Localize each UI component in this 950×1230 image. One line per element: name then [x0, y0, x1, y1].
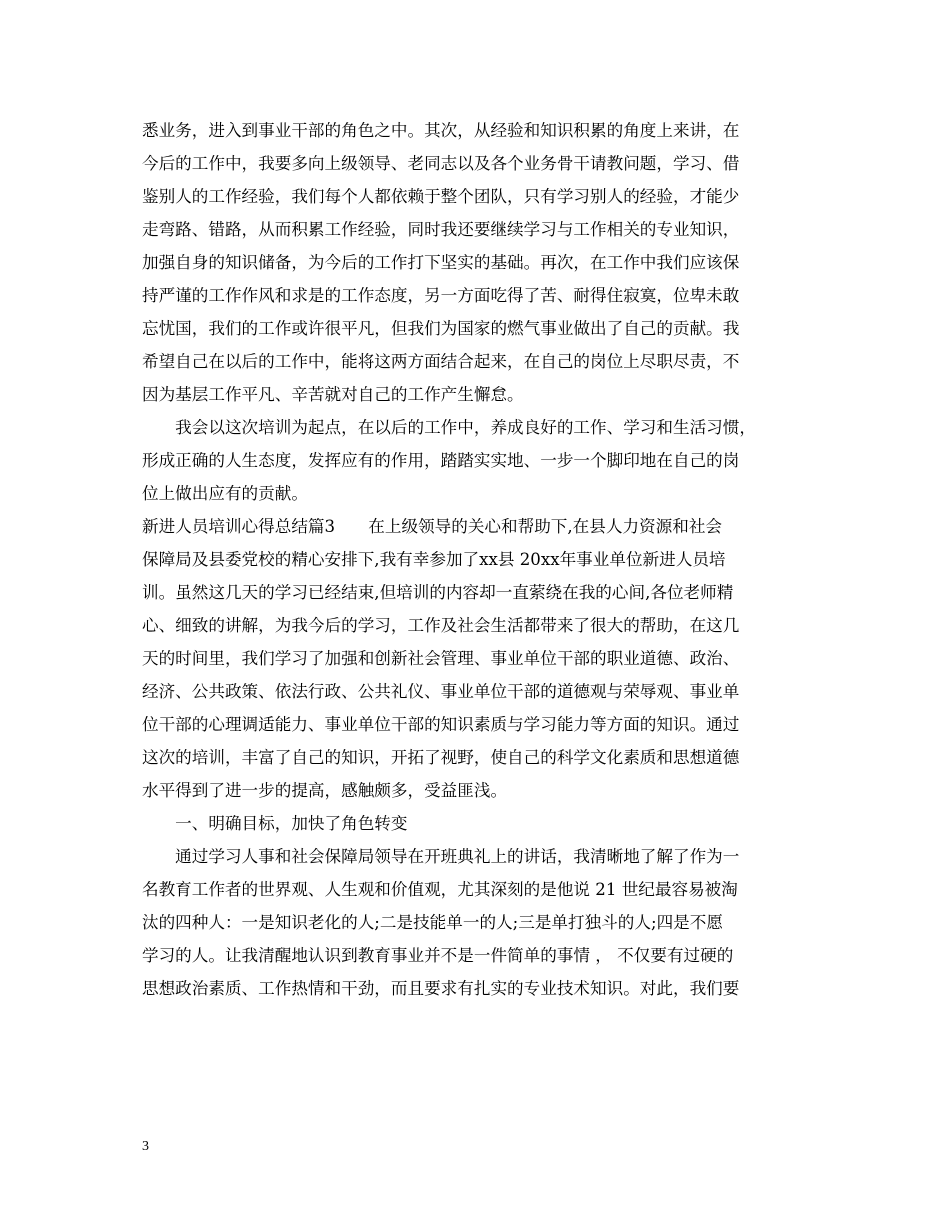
- text-line: 悉业务，进入到事业干部的角色之中。其次，从经验和知识积累的角度上来讲，在: [142, 121, 740, 140]
- text-line: 今后的工作中，我要多向上级领导、老同志以及各个业务骨干请教问题，学习、借: [142, 154, 740, 173]
- text-line: 走弯路、错路，从而积累工作经验，同时我还要继续学习与工作相关的专业知识，: [142, 220, 740, 239]
- text-line: 鉴别人的工作经验，我们每个人都依赖于整个团队，只有学习别人的经验，才能少: [142, 187, 740, 206]
- text-line: 位干部的心理调适能力、事业单位干部的知识素质与学习能力等方面的知识。通过: [142, 715, 740, 734]
- text-line: 希望自己在以后的工作中，能将这两方面结合起来，在自己的岗位上尽职尽责，不: [142, 352, 740, 371]
- text-line: 训。虽然这几天的学习已经结束,但培训的内容却一直萦绕在我的心间,各位老师精: [142, 583, 734, 602]
- text-line: 形成正确的人生态度，发挥应有的作用，踏踏实实地、一步一个脚印地在自己的岗: [142, 451, 740, 470]
- paragraph-start-line: 我会以这次培训为起点，在以后的工作中，养成良好的工作、学习和生活习惯，: [142, 418, 756, 437]
- text-line: 忘忧国，我们的工作或许很平凡，但我们为国家的燃气事业做出了自己的贡献。我: [142, 319, 740, 338]
- text-line: 持严谨的工作作风和求是的工作态度，另一方面吃得了苦、耐得住寂寞，位卑未敢: [142, 286, 740, 305]
- text-line: 思想政治素质、工作热情和干劲，而且要求有扎实的专业技术知识。对此，我们要: [142, 979, 740, 998]
- text-line: 名教育工作者的世界观、人生观和价值观，尤其深刻的是他说 21 世纪最容易被淘: [142, 880, 738, 899]
- text-line: 加强自身的知识储备，为今后的工作打下坚实的基础。再次，在工作中我们应该保: [142, 253, 740, 272]
- text-line: 天的时间里，我们学习了加强和创新社会管理、事业单位干部的职业道德、政治、: [142, 649, 740, 668]
- subheading-line: 一、明确目标，加快了角色转变: [142, 814, 408, 833]
- document-body: [142, 114, 822, 1005]
- text-line: 保障局及县委党校的精心安排下,我有幸参加了xx县 20xx年事业单位新进人员培: [142, 550, 726, 569]
- paragraph-start-line: 通过学习人事和社会保障局领导在开班典礼上的讲话，我清晰地了解了作为一: [142, 847, 740, 866]
- text-line: 这次的培训，丰富了自己的知识，开拓了视野，使自己的科学文化素质和思想道德: [142, 748, 740, 767]
- text-line: 心、细致的讲解，为我今后的学习，工作及社会生活都带来了很大的帮助，在这几: [142, 616, 740, 635]
- text-line: 水平得到了进一步的提高，感触颇多，受益匪浅。: [142, 781, 508, 800]
- text-line: 汰的四种人：一是知识老化的人;二是技能单一的人;三是单打独斗的人;四是不愿: [142, 913, 723, 932]
- text-line: 位上做出应有的贡献。: [142, 484, 308, 503]
- text-line: 学习的人。让我清醒地认识到教育事业并不是一件简单的事情 ， 不仅要有过硬的: [142, 946, 734, 965]
- page-number: 3: [142, 1139, 149, 1154]
- section-title-line: 新进人员培训心得总结篇3 在上级领导的关心和帮助下,在县人力资源和社会: [142, 517, 723, 536]
- text-line: 经济、公共政策、依法行政、公共礼仪、事业单位干部的道德观与荣辱观、事业单: [142, 682, 740, 701]
- text-line: 因为基层工作平凡、辛苦就对自己的工作产生懈怠。: [142, 385, 524, 404]
